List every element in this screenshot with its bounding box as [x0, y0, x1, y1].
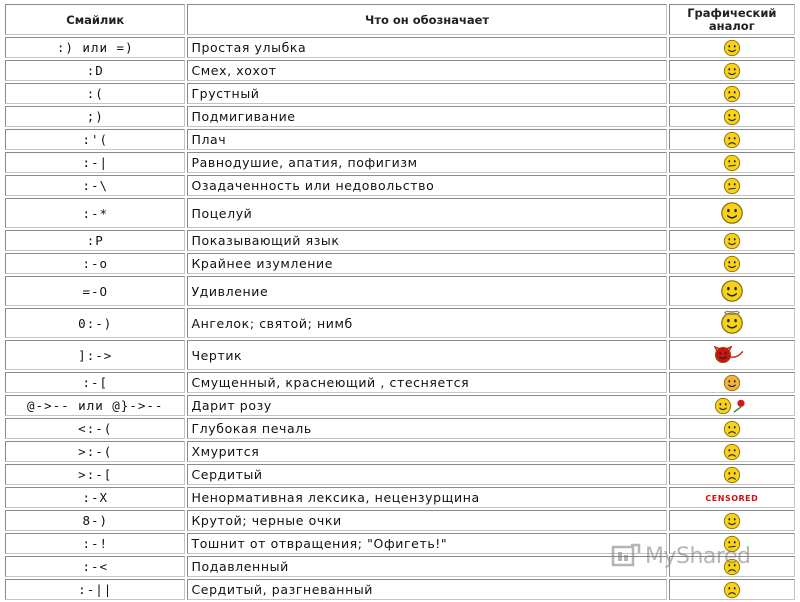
table-row [5, 276, 795, 306]
watermark-text: MyShared [645, 543, 751, 569]
emoticon-table [3, 2, 797, 602]
table-row [5, 418, 795, 439]
header-smiley: Смайлик [5, 4, 185, 35]
table-row [5, 253, 795, 274]
grin-icon [722, 62, 742, 80]
emoticon-meaning: Смущенный, краснеющий , стесняется [187, 372, 666, 393]
smile-icon [722, 39, 742, 57]
emoticon-meaning: Грустный [187, 83, 666, 104]
surprised-icon [719, 279, 745, 303]
table-row [5, 372, 795, 393]
emoticon-meaning: Сердитый, разгневанный [187, 579, 666, 600]
amazed-icon [722, 255, 742, 273]
emoticon-code: :-[ [5, 372, 185, 393]
emoticon-meaning: Плач [187, 129, 666, 150]
angry-icon [722, 466, 742, 484]
blush-icon [722, 374, 742, 392]
angel-icon [719, 311, 745, 335]
emoticon-meaning: Хмурится [187, 441, 666, 462]
table-row [5, 441, 795, 462]
emoticon-meaning: Крутой; черные очки [187, 510, 666, 531]
header-graphic-line1: Графический [687, 5, 777, 20]
emoticon-meaning: Крайнее изумление [187, 253, 666, 274]
table-row [5, 340, 795, 370]
table-row [5, 198, 795, 228]
table-row [5, 395, 795, 416]
graphic-analog-cell [669, 253, 795, 274]
watermark-logo-icon [611, 541, 641, 571]
graphic-analog-cell [669, 441, 795, 462]
header-graphic-line2: аналог [708, 18, 755, 33]
sad-icon [722, 85, 742, 103]
emoticon-meaning: Смех, хохот [187, 60, 666, 81]
cry-icon [722, 131, 742, 149]
graphic-analog-cell [669, 83, 795, 104]
table-row [5, 152, 795, 173]
emoticon-meaning: Простая улыбка [187, 37, 666, 58]
emoticon-meaning: Сердитый [187, 464, 666, 485]
table-row [5, 129, 795, 150]
emoticon-code: >:-[ [5, 464, 185, 485]
emoticon-code: 8-) [5, 510, 185, 531]
table-row [5, 175, 795, 196]
emoticon-meaning: Глубокая печаль [187, 418, 666, 439]
emoticon-code: :-\ [5, 175, 185, 196]
emoticon-code: :-< [5, 556, 185, 577]
graphic-analog-cell [669, 60, 795, 81]
emoticon-meaning: Тошнит от отвращения; "Офигеть!" [187, 533, 666, 554]
kiss-icon [719, 201, 745, 225]
header-meaning: Что он обозначает [187, 4, 666, 35]
devil-icon [714, 346, 750, 364]
graphic-analog-cell [669, 510, 795, 531]
emoticon-code: >:-( [5, 441, 185, 462]
emoticon-meaning: Ангелок; святой; нимб [187, 308, 666, 338]
frown-icon [722, 443, 742, 461]
emoticon-table-page [3, 2, 797, 602]
emoticon-code: :) или =) [5, 37, 185, 58]
graphic-analog-cell [669, 579, 795, 600]
table-row [5, 230, 795, 251]
emoticon-code: @->-- или @}->-- [5, 395, 185, 416]
sunglasses-icon [722, 512, 742, 530]
graphic-analog-cell [669, 230, 795, 251]
table-row [5, 487, 795, 508]
emoticon-meaning: Равнодушие, апатия, пофигизм [187, 152, 666, 173]
graphic-analog-cell [669, 464, 795, 485]
graphic-analog-cell [669, 340, 795, 370]
graphic-analog-cell [669, 276, 795, 306]
emoticon-code: =-O [5, 276, 185, 306]
emoticon-code: :-* [5, 198, 185, 228]
emoticon-code: 0:-) [5, 308, 185, 338]
emoticon-code: :-! [5, 533, 185, 554]
emoticon-code: :-X [5, 487, 185, 508]
deep-sad-icon [722, 420, 742, 438]
emoticon-code: :( [5, 83, 185, 104]
emoticon-meaning: Подмигивание [187, 106, 666, 127]
wink-icon [722, 108, 742, 126]
emoticon-code: ]:-> [5, 340, 185, 370]
graphic-analog-cell [669, 37, 795, 58]
emoticon-meaning: Озадаченность или недовольство [187, 175, 666, 196]
rose-icon [714, 397, 750, 415]
graphic-analog-cell [669, 308, 795, 338]
emoticon-meaning: Поцелуй [187, 198, 666, 228]
header-graphic [669, 4, 795, 35]
graphic-analog-cell [669, 418, 795, 439]
table-row [5, 308, 795, 338]
confused-icon [722, 177, 742, 195]
tongue-icon [722, 232, 742, 250]
graphic-analog-cell [669, 487, 795, 508]
emoticon-meaning: Чертик [187, 340, 666, 370]
emoticon-code: ;) [5, 106, 185, 127]
table-header-row [5, 4, 795, 35]
emoticon-code: :P [5, 230, 185, 251]
emoticon-code: <:-( [5, 418, 185, 439]
neutral-icon [722, 154, 742, 172]
censored-icon: CENSORED [705, 494, 759, 503]
graphic-analog-cell [669, 395, 795, 416]
graphic-analog-cell [669, 106, 795, 127]
emoticon-meaning: Подавленный [187, 556, 666, 577]
table-row [5, 510, 795, 531]
emoticon-code: :-| [5, 152, 185, 173]
graphic-analog-cell [669, 198, 795, 228]
emoticon-code: :-|| [5, 579, 185, 600]
furious-icon [722, 581, 742, 599]
table-row [5, 37, 795, 58]
table-row [5, 60, 795, 81]
table-row [5, 83, 795, 104]
table-row [5, 464, 795, 485]
graphic-analog-cell [669, 152, 795, 173]
myshared-watermark [611, 537, 781, 575]
table-row [5, 579, 795, 600]
emoticon-meaning: Дарит розу [187, 395, 666, 416]
graphic-analog-cell [669, 175, 795, 196]
emoticon-meaning: Ненормативная лексика, нецензурщина [187, 487, 666, 508]
emoticon-code: :-o [5, 253, 185, 274]
emoticon-meaning: Удивление [187, 276, 666, 306]
table-row [5, 106, 795, 127]
graphic-analog-cell [669, 372, 795, 393]
graphic-analog-cell [669, 129, 795, 150]
emoticon-code: :D [5, 60, 185, 81]
emoticon-meaning: Показывающий язык [187, 230, 666, 251]
emoticon-code: :'( [5, 129, 185, 150]
